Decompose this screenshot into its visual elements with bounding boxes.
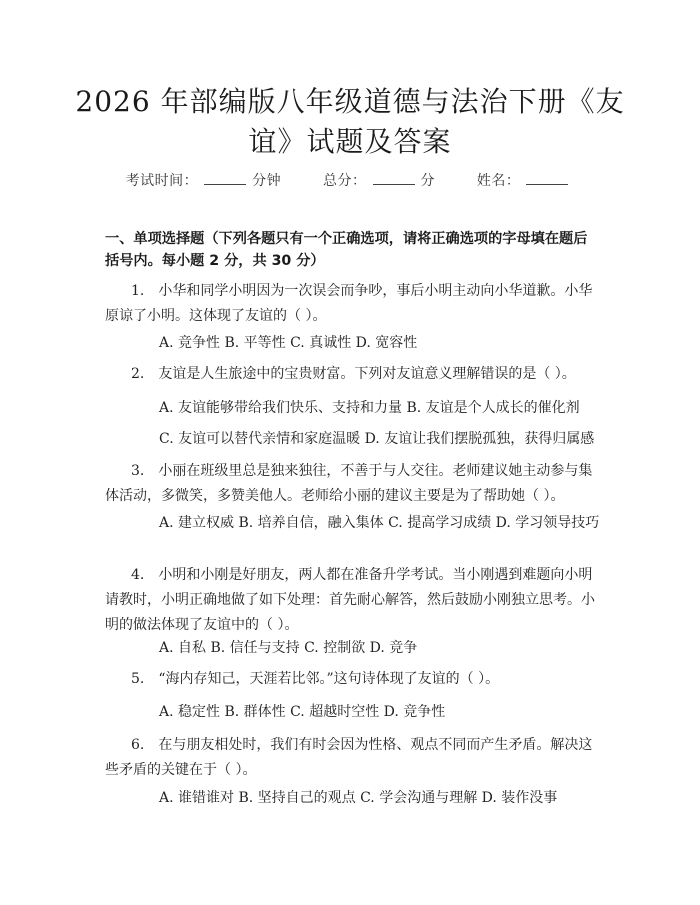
question-2-options [105,396,600,421]
exam-time-label: 考试时间： [125,173,199,189]
question-stem: 3. 小丽在班级里总是独来独往，不善于与人交往。老师建议她主动参与集体活动，多微笑，多赞美他人。老师给小丽的建议主要是为了帮助她（ ）。 [105,463,593,504]
question-3-options [105,511,600,536]
student-name [477,173,575,189]
exam-time [126,173,282,189]
section-heading: 一、单项选择题（下列各题只有一个正确选项，请将正确选项的字母填在题后括号内。每小题 2 分，共 30 分） [105,231,588,269]
options-line: A. 自私 B. 信任与支持 C. 控制欲 D. 竞争 [159,640,418,656]
question-6 [105,733,600,783]
options-line: A. 友谊能够带给我们快乐、支持和力量 B. 友谊是个人成长的催化剂 [159,400,580,416]
question-6-options [105,786,600,811]
options-line: A. 竞争性 B. 平等性 C. 真诚性 D. 宽容性 [159,335,418,351]
question-2-options-2 [105,427,600,452]
exam-time-blank[interactable] [204,172,246,185]
student-name-label: 姓名： [476,173,521,189]
question-2 [105,362,600,387]
question-stem: 1. 小华和同学小明因为一次误会而争吵，事后小明主动向小华道歉。小华原谅了小明。这体现了友谊的（ ）。 [105,283,593,324]
question-3 [105,459,600,509]
page-title: 2026 年部编版八年级道德与法治下册《友谊》试题及答案 [75,85,625,158]
options-line: A. 建立权威 B. 培养自信，融入集体 C. 提高学习成绩 D. 学习领导技巧 [159,515,600,531]
options-line: C. 友谊可以替代亲情和家庭温暖 D. 友谊让我们摆脱孤独，获得归属感 [159,431,595,447]
question-1 [105,279,600,329]
question-1-options [105,331,600,356]
question-4 [105,563,600,638]
exam-score [323,173,435,189]
question-5-options [105,700,600,725]
question-4-options [105,636,600,661]
student-name-blank[interactable] [526,172,568,185]
exam-score-label: 总分： [323,173,367,189]
question-stem: 5. “海内存知己，天涯若比邻。”这句诗体现了友谊的（ ）。 [131,671,500,687]
question-stem: 4. 小明和小刚是好朋友，两人都在准备升学考试。当小刚遇到难题向小明请教时，小明正确地做了如下处理：首先耐心解答，然后鼓励小刚独立思考。小明的做法体现了友谊中的（ ）。 [105,567,595,633]
exam-score-unit: 分 [420,173,435,189]
options-line: A. 稳定性 B. 群体性 C. 超越时空性 D. 竞争性 [159,704,446,720]
exam-score-blank[interactable] [373,172,415,185]
question-stem: 2. 友谊是人生旅途中的宝贵财富。下列对友谊意义理解错误的是（ ）。 [131,366,576,382]
exam-info-line [0,170,700,190]
question-stem: 6. 在与朋友相处时，我们有时会因为性格、观点不同而产生矛盾。解决这些矛盾的关键在于（ ）。 [105,737,593,778]
question-5 [105,667,600,692]
options-line: A. 谁错谁对 B. 坚持自己的观点 C. 学会沟通与理解 D. 装作没事 [159,790,558,806]
exam-time-unit: 分钟 [252,173,282,189]
